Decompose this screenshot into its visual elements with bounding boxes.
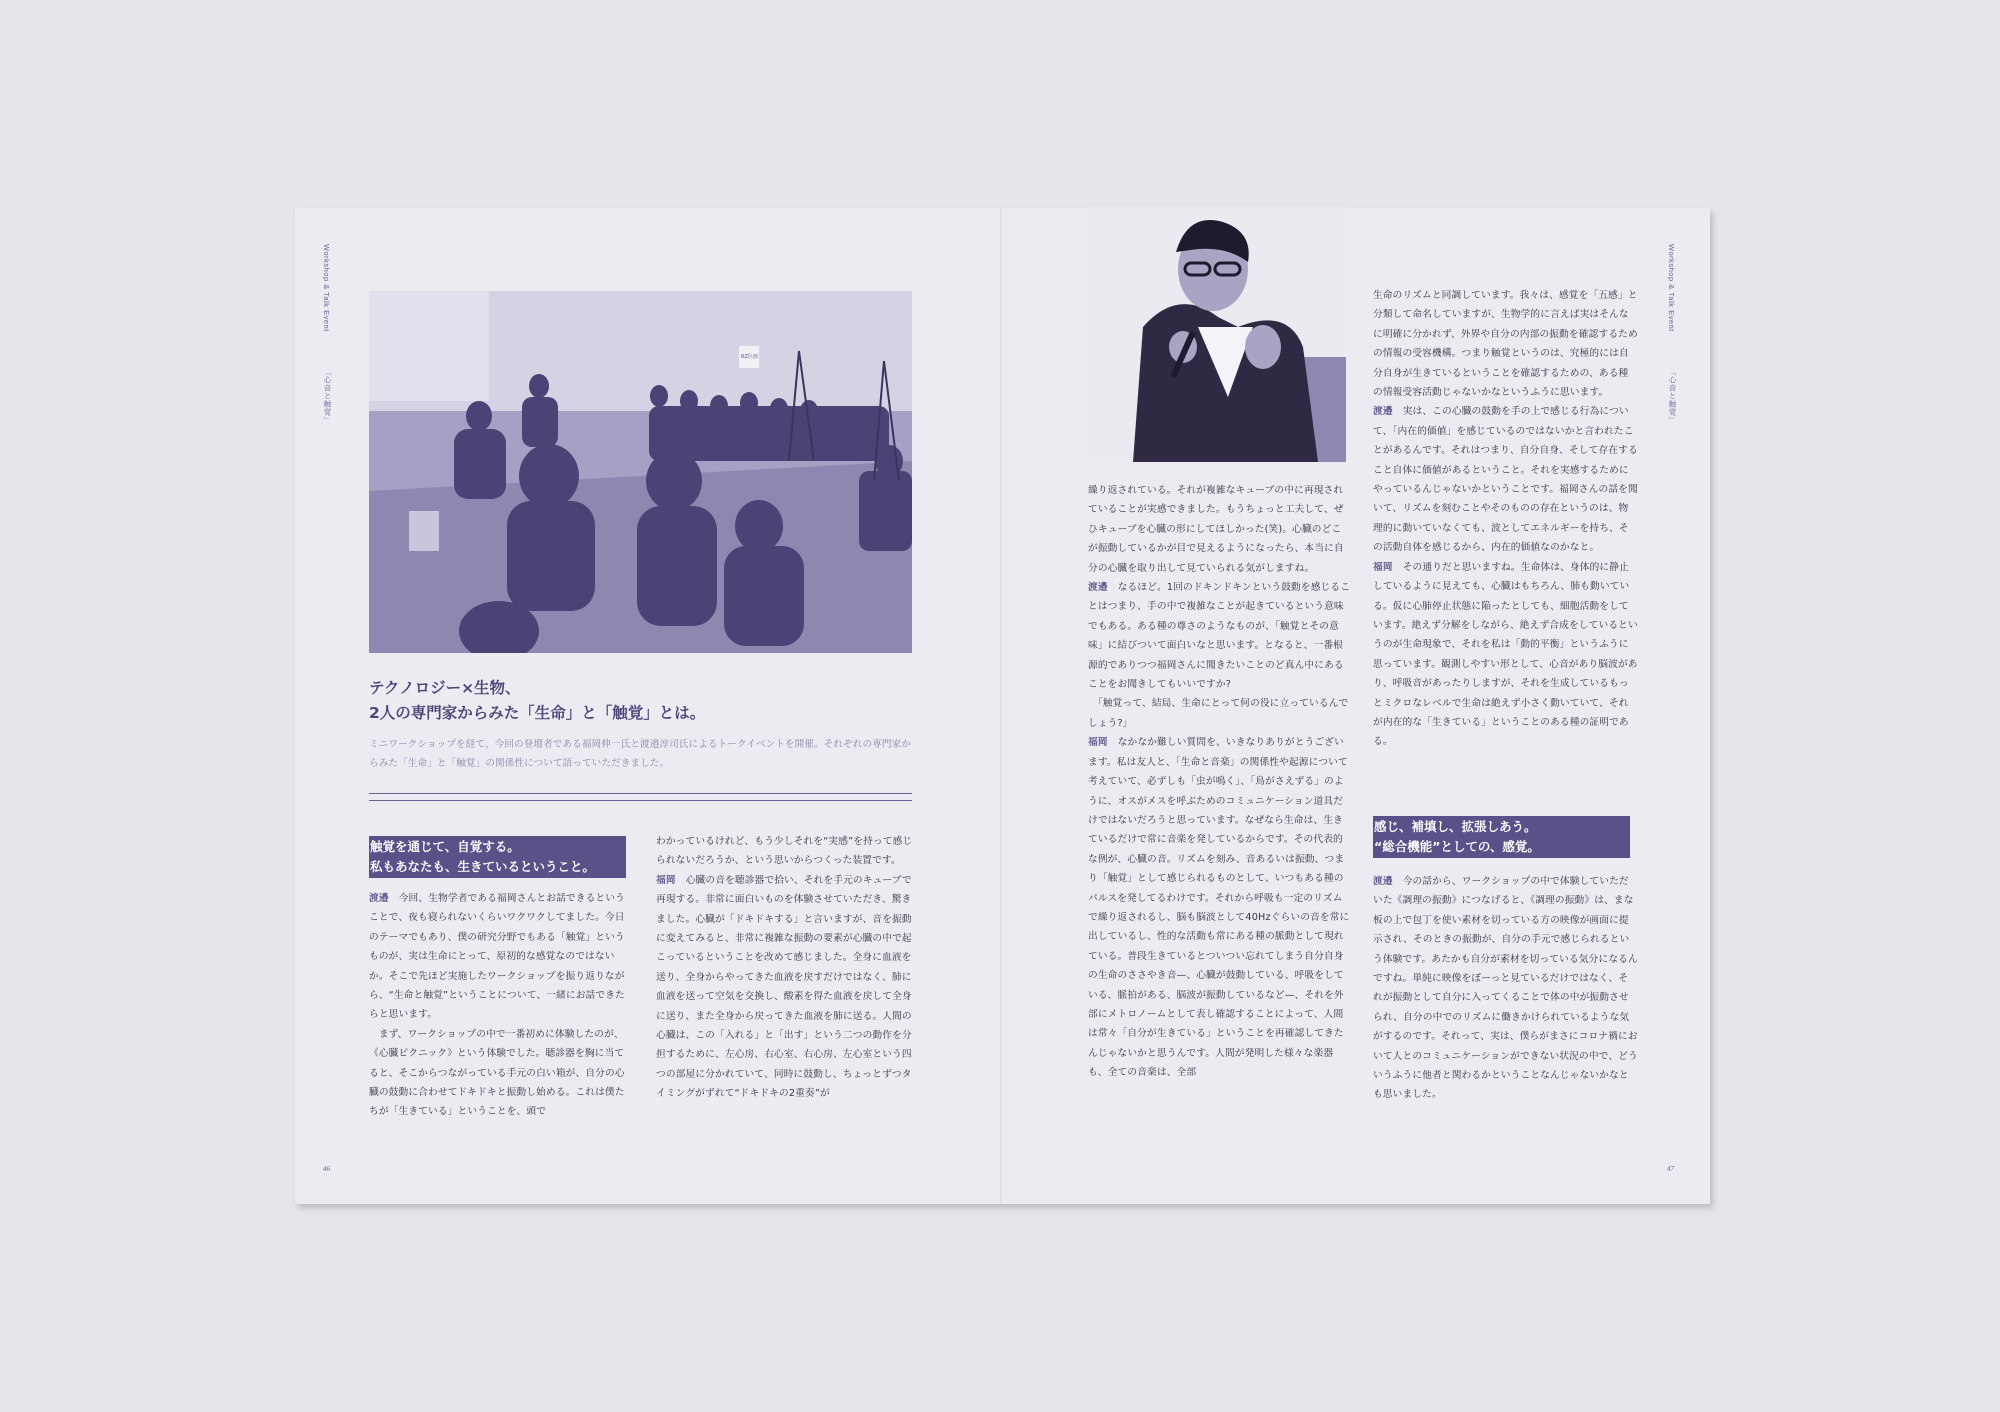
- double-rule-divider: [369, 793, 912, 801]
- paragraph-text: 今の話から、ワークショップの中で体験していただいた《調理の振動》につなげると、《調理の振動》は、まな板の上で包丁を使い素材を切っている方の映像が画面に提示され、そのときの振動が、自分の手元で感じられるという体験です。あたかも自分が素材を切っている気分になるんですね。単純に映像をぼーっと見ているだけではなく、それが振動として自分に入ってくることで体の中が振動させられ、自分の中でのリズムに働きかけられているような気がするのです。それって、実は、僕らがまさにコロナ禍において人とのコミュニケーションができない状況の中で、どういうふうに他者と関わるかということなんじゃないかなとも思いました。: [1373, 876, 1638, 1101]
- right-side-label: Workshop & Talk Event: [1667, 244, 1676, 332]
- left-side-label: Workshop & Talk Event: [322, 244, 331, 332]
- paragraph: [1373, 402, 1638, 557]
- section-heading-1-line-1: 触覚を通じて、自覚する。: [370, 839, 520, 854]
- paragraph: [369, 1025, 625, 1122]
- paragraph-text: まず、ワークショップの中で一番初めに体験したのが、《心臓ピクニック》という体験でした。聴診器を胸に当てると、そこからつながっている手元の白い箱が、自分の心臓の鼓動に合わせてドキドキと振動し始める。これは僕たちが「生きている」ということを、頭で: [369, 1028, 625, 1118]
- paragraph: [1373, 872, 1638, 1105]
- article-headline: [369, 676, 929, 726]
- paragraph: [369, 889, 625, 1025]
- paragraph-text: 生命のリズムと同調しています。我々は、感覚を「五感」と分類して命名していますが、生物学的に言えば実はそんなに明確に分かれず、外界や自分の内部の振動を確認するための情報の受容機構。つまり触覚というのは、究極的には自分自身が生きているということを確認するための、ある種の情報受容活動じゃないかなというふうに思います。: [1373, 290, 1638, 399]
- speaker-portrait-photo: [1088, 207, 1346, 462]
- paragraph-text: 「触覚って、結局、生命にとって何の役に立っているんでしょう?」: [1088, 698, 1349, 729]
- paragraph-text: 心臓の音を聴診器で拾い、それを手元のキューブで再現する。非常に面白いものを体験させていただき、驚きました。心臓が「ドキドキする」と言いますが、音を振動に変えてみると、非常に複雑な振動の要素が心臓の中で起こっているということを改めて感じました。全身に血液を送り、全身からやってきた血液を戻すだけではなく、肺に血液を送って空気を交換し、酸素を得た血液を戻して全身に送り、また全身から戻ってきた血液を肺に送る。人間の心臓は、この「入れる」と「出す」という二つの動作を分担するために、左心房、右心室、右心房、左心室という四つの部屋に分かれていて、同時に鼓動し、ちょっとずつタイミングがずれて“ドキドキの2重奏”が: [656, 874, 912, 1100]
- paragraph: [1088, 694, 1351, 733]
- spread-gutter: [1000, 208, 1002, 1204]
- speaker-name: 渡邉: [369, 893, 389, 904]
- section-heading-1: [369, 836, 626, 878]
- section-heading-2: [1373, 816, 1630, 858]
- headline-line-2: 2人の専門家からみた「生命」と「触覚」とは。: [369, 704, 706, 722]
- paragraph: [1373, 286, 1638, 402]
- speaker-name: 福岡: [1373, 561, 1393, 573]
- paragraph-text: 繰り返されている。それが複雑なキューブの中に再現されていることが実感できました。もうちょっと工夫して、ぜひキューブを心臓の形にしてほしかった(笑)。心臓のどこが振動しているかが目で見えるようになったら、本当に自分の心臓を取り出して見ていられる気がしますね。: [1088, 485, 1344, 574]
- body-column-4: [1373, 286, 1638, 752]
- page-number-right: 47: [1667, 1165, 1674, 1173]
- body-column-1: [369, 889, 625, 1122]
- body-column-2: [656, 832, 914, 1104]
- photo-sign-text: RZ区画: [741, 354, 758, 360]
- speaker-name: 福岡: [1088, 737, 1108, 749]
- paragraph-text: 今回、生物学者である福岡さんとお話できるということで、夜も寝られないくらいワクワクしてました。今日のテーマでもあり、僕の研究分野でもある「触覚」というものが、実は生命にとって、原初的な感覚なのではないか。そこで先ほど実施したワークショップを振り返りながら、“生命と触覚”ということについて、一緒にお話できたらと思います。: [369, 893, 625, 1021]
- section-heading-1-line-2: 私もあなたも、生きているということ。: [370, 859, 596, 874]
- paragraph: [1088, 733, 1351, 1082]
- section-heading-2-line-1: 感じ、補填し、拡張しあう。: [1374, 819, 1537, 834]
- right-side-title: 「心音と触覚」: [1668, 368, 1677, 424]
- paragraph: [1088, 481, 1351, 578]
- paragraph: [656, 832, 914, 871]
- paragraph-text: なるほど。1回のドキンドキンという鼓動を感じることはつまり、手の中で複雑なことが起きているという意味でもある。ある種の尊さのようなものが、「触覚とその意味」に結びついて面白いなと思います。となると、一番根源的でありつつ福岡さんに聞きたいことのど真ん中にあることをお聞きしてもいいですか?: [1088, 582, 1351, 691]
- left-side-title: 「心音と触覚」: [323, 368, 332, 424]
- paragraph-text: わかっているけれど、もう少しそれを“実感”を持って感じられないだろうか、という思いからつくった装置です。: [656, 836, 913, 867]
- paragraph-text: 実は、この心臓の鼓動を手の上で感じる行為について、「内在的価値」を感じているのではないかと言われたことがあるんです。それはつまり、自分自身、そして存在すること自体に価値があるということ。それを実感するためにやっているんじゃないかということです。福岡さんの話を聞いて、リズムを刻むことやそのものの存在というのは、物理的に動いていなくても、波としてエネルギーを持ち、その活動自体を感じるから、内在的価値なのかなと。: [1373, 406, 1638, 554]
- speaker-name: 福岡: [656, 874, 676, 886]
- article-lead: ミニワークショップを経て、今回の登壇者である福岡伸一氏と渡邉淳司氏によるトークイベントを開催。それぞれの専門家からみた「生命」と「触覚」の関係性について語っていただきました。: [369, 739, 911, 769]
- body-column-4-continued: [1373, 872, 1638, 1105]
- paragraph: [1373, 558, 1638, 752]
- page-number-left: 46: [323, 1165, 330, 1173]
- event-photo: [369, 291, 912, 653]
- paragraph-text: なかなか難しい質問を、いきなりありがとうございます。私は友人と、「生命と音楽」の関係性や起源について考えていて、必ずしも「虫が鳴く」、「鳥がさえずる」のように、オスがメスを呼ぶためのコミュニケーション道具だけではないだろうと思っています。なぜなら生命は、生きているだけで常に音楽を発しているからです。その代表的な例が、心臓の音。リズムを刻み、音あるいは振動、つまり「触覚」として感じられるものとして、いつもある種のパルスを発してるわけです。それから呼吸も一定のリズムで繰り返されるし、脳も脳波として40Hzぐらいの音を常に出しているし、性的な活動も常にある種の脈動として現れている。普段生きているとついつい忘れてしまう自分自身の生命のささやき音—、心臓が鼓動している、呼吸をしている、脈拍がある、脳波が振動しているなど—、それを外部にメトロノームとして表し確認することによって、人間は常々「自分が生きている」ということを再確認してきたんじゃないかと思うんです。人間が発明した様々な楽器も、全ての音楽は、全部: [1088, 737, 1350, 1079]
- paragraph: [1088, 578, 1351, 694]
- section-heading-2-line-2: “総合機能”としての、感覚。: [1374, 839, 1540, 854]
- speaker-name: 渡邉: [1373, 406, 1393, 418]
- speaker-name: 渡邉: [1373, 876, 1393, 887]
- paragraph: [656, 871, 914, 1104]
- speaker-name: 渡邉: [1088, 582, 1108, 594]
- body-column-3: [1088, 481, 1351, 1083]
- headline-line-1: テクノロジー×生物、: [369, 679, 521, 697]
- paragraph-text: その通りだと思いますね。生命体は、身体的に静止しているように見えても、心臓はもちろん、肺も動いている。仮に心肺停止状態に陥ったとしても、細胞活動をしています。絶えず分解をしながら、絶えず合成をしているというのが生命現象で、それを私は「動的平衡」というふうに思っています。観測しやすい形として、心音があり脳波があり、呼吸音があったりしますが、それを生成しているもっとミクロなレベルで生命は絶えず小さく動いていて、それが内在的な「生きている」ということのある種の証明である。: [1373, 561, 1638, 748]
